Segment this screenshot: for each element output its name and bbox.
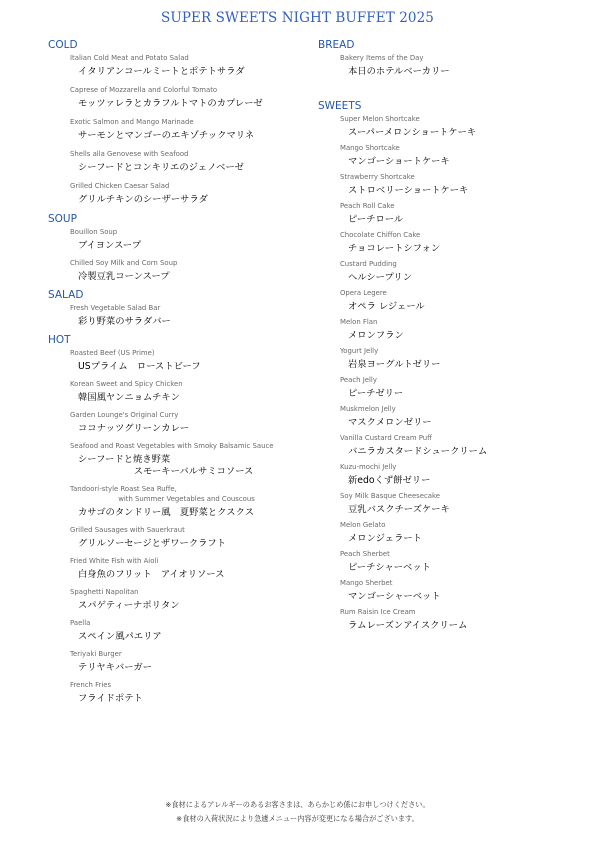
- menu-item: [340, 578, 588, 603]
- menu-item-japanese-name: 冷製豆乳コーンスープ: [78, 271, 170, 282]
- menu-item: [70, 227, 318, 252]
- menu-item-japanese-name: USプライム ローストビーフ: [78, 361, 201, 372]
- menu-item-japanese-name: シーフードとコンキリエのジェノベーゼ: [78, 162, 244, 173]
- menu-item: [340, 53, 588, 78]
- menu-item: [70, 303, 318, 328]
- menu-item-japanese-name: ピーチロール: [348, 214, 404, 225]
- menu-item-english-name: Strawberry Shortcake: [340, 173, 415, 181]
- menu-item-english-name: Peach Roll Cake: [340, 202, 395, 210]
- menu-item-english-name: Fried White Fish with Aioli: [70, 557, 159, 565]
- menu-item: [340, 607, 588, 632]
- menu-item-japanese-name: グリルチキンのシーザーサラダ: [78, 194, 208, 205]
- menu-item-japanese-name: マンゴーショートケーキ: [348, 156, 450, 167]
- menu-item-japanese-name: マスクメロンゼリー: [348, 417, 432, 428]
- menu-item: [340, 143, 588, 168]
- menu-item: [340, 201, 588, 226]
- section-heading: SWEETS: [318, 100, 362, 112]
- menu-item: [340, 346, 588, 371]
- menu-item-japanese-name: フライドポテト: [78, 693, 143, 704]
- menu-item-japanese-name: 白身魚のフリット アイオリソース: [78, 569, 225, 580]
- menu-item-english-name: Grilled Sausages with Sauerkraut: [70, 526, 185, 534]
- section-heading: COLD: [48, 39, 78, 51]
- menu-item: [70, 441, 318, 478]
- menu-item: [70, 53, 318, 78]
- menu-item-english-name: Korean Sweet and Spicy Chicken: [70, 380, 183, 388]
- menu-section-hot: [48, 334, 318, 705]
- menu-item-english-name: Mango Sherbet: [340, 579, 393, 587]
- menu-item-japanese-name: イタリアンコールミートとポテトサラダ: [78, 66, 245, 77]
- menu-item-japanese-name: メロンジェラート: [348, 533, 422, 544]
- menu-item: [340, 375, 588, 400]
- menu-item-english-name: Melon Flan: [340, 318, 378, 326]
- menu-item-english-name: Spaghetti Napolitan: [70, 588, 139, 596]
- menu-item-english-name: Paella: [70, 619, 91, 627]
- menu-item: [70, 258, 318, 283]
- menu-item: [70, 348, 318, 373]
- menu-item: [70, 556, 318, 581]
- right-column: [318, 39, 588, 636]
- menu-item: [340, 520, 588, 545]
- menu-item-japanese-name: チョコレートシフォン: [348, 243, 441, 254]
- menu-item-english-name: Bakery Items of the Day: [340, 54, 424, 62]
- menu-item-english-name: Grilled Chicken Caesar Salad: [70, 182, 170, 190]
- section-heading: SALAD: [48, 289, 84, 301]
- menu-item-japanese-name: マンゴーシャーベット: [348, 591, 441, 602]
- menu-item-japanese-name: シーフードと焼き野菜 スモーキーバルサミコソース: [78, 454, 254, 477]
- menu-item-japanese-name: オペラ レジェール: [348, 301, 425, 312]
- menu-item-english-name: Custard Pudding: [340, 260, 397, 268]
- availability-note: ※食材の入荷状況により急遽メニュー内容が変更になる場合がございます。: [176, 814, 419, 823]
- menu-item-japanese-name: グリルソーセージとザワークラフト: [78, 538, 227, 549]
- menu-item-japanese-name: ピーチゼリー: [348, 388, 404, 399]
- menu-section-cold: [48, 39, 318, 206]
- menu-item-japanese-name: スパゲティーナポリタン: [78, 600, 180, 611]
- menu-item-english-name: Seafood and Roast Vegetables with Smoky Balsamic Sauce: [70, 442, 274, 450]
- footer-notes: [0, 798, 595, 826]
- menu-section-salad: [48, 289, 318, 328]
- menu-item-english-name: Mango Shortcake: [340, 144, 400, 152]
- menu-item: [70, 181, 318, 206]
- section-heading: HOT: [48, 334, 71, 346]
- menu-item: [340, 317, 588, 342]
- menu-item-japanese-name: ストロベリーショートケーキ: [348, 185, 469, 196]
- menu-item-japanese-name: ピーチシャーベット: [348, 562, 431, 573]
- menu-item: [340, 433, 588, 458]
- allergy-note: ※食材によるアレルギーのあるお客さまは、あらかじめ係にお申しつけください。: [165, 800, 430, 809]
- menu-item: [70, 680, 318, 705]
- menu-item: [70, 587, 318, 612]
- menu-item-english-name: Bouillon Soup: [70, 228, 118, 236]
- menu-item-english-name: Yogurt Jelly: [340, 347, 379, 355]
- menu-item: [340, 172, 588, 197]
- menu-item-english-name: Caprese of Mozzarella and Colorful Tomato: [70, 86, 218, 94]
- menu-item-japanese-name: スペイン風パエリア: [78, 631, 162, 642]
- menu-item-japanese-name: バニラカスタードシュークリーム: [348, 446, 488, 457]
- menu-item: [70, 525, 318, 550]
- menu-item-japanese-name: ラムレーズンアイスクリーム: [348, 620, 468, 631]
- menu-item-japanese-name: 新edoくず餅ゼリー: [348, 475, 431, 486]
- menu-item-english-name: Teriyaki Burger: [70, 650, 122, 658]
- menu-item-japanese-name: ブイヨンスープ: [78, 240, 142, 251]
- menu-item-english-name: French Fries: [70, 681, 112, 689]
- menu-item-japanese-name: 韓国風ヤンニョムチキン: [78, 392, 180, 403]
- menu-item: [340, 549, 588, 574]
- menu-item-japanese-name: ココナッツグリーンカレー: [78, 423, 190, 434]
- menu-item: [70, 85, 318, 110]
- menu-item-english-name: Melon Gelato: [340, 521, 386, 529]
- left-column: [48, 39, 318, 711]
- menu-item-english-name: Chocolate Chiffon Cake: [340, 231, 421, 239]
- menu-item-english-name: Garden Lounge's Original Curry: [70, 411, 179, 419]
- menu-item-japanese-name: スーパーメロンショートケーキ: [348, 127, 477, 138]
- menu-item-english-name: Fresh Vegetable Salad Bar: [70, 304, 161, 312]
- menu-title: SUPER SWEETS NIGHT BUFFET 2025: [161, 10, 434, 26]
- menu-item-japanese-name: カサゴのタンドリー風 夏野菜とクスクス: [78, 507, 255, 518]
- menu-section-soup: [48, 213, 318, 283]
- menu-item-english-name: Italian Cold Meat and Potato Salad: [70, 54, 189, 62]
- menu-item: [70, 379, 318, 404]
- menu-item: [340, 462, 588, 487]
- menu-item-english-name: Shells alla Genovese with Seafood: [70, 150, 189, 158]
- menu-item-japanese-name: メロンフラン: [348, 330, 404, 341]
- menu-item-japanese-name: テリヤキバーガー: [78, 662, 153, 673]
- menu-item: [70, 649, 318, 674]
- menu-item-english-name: Vanilla Custard Cream Puff: [340, 434, 432, 442]
- section-heading: BREAD: [318, 39, 355, 51]
- menu-item-english-name: Muskmelon Jelly: [340, 405, 396, 413]
- menu-item: [340, 288, 588, 313]
- menu-item: [340, 259, 588, 284]
- menu-item: [340, 230, 588, 255]
- menu-section-sweets: [318, 100, 588, 632]
- menu-item-japanese-name: 彩り野菜のサラダバー: [78, 316, 171, 327]
- menu-item-english-name: Super Melon Shortcake: [340, 115, 420, 123]
- menu-section-bread: [318, 39, 588, 78]
- menu-item-japanese-name: 本日のホテルベーカリー: [348, 66, 450, 77]
- menu-item-english-name: Tandoori-style Roast Sea Ruffe, with Summer Vegetables and Couscous: [70, 485, 255, 503]
- section-heading: SOUP: [48, 213, 77, 225]
- menu-item-japanese-name: サーモンとマンゴーのエキゾチックマリネ: [78, 130, 255, 141]
- menu-item-english-name: Peach Sherbet: [340, 550, 390, 558]
- menu-item-english-name: Chilled Soy Milk and Corn Soup: [70, 259, 178, 267]
- menu-item: [70, 149, 318, 174]
- menu-item-english-name: Soy Milk Basque Cheesecake: [340, 492, 441, 500]
- menu-item: [70, 618, 318, 643]
- menu-item: [70, 117, 318, 142]
- menu-item-english-name: Exotic Salmon and Mango Marinade: [70, 118, 194, 126]
- menu-item: [70, 484, 318, 519]
- menu-item-english-name: Roasted Beef (US Prime): [70, 349, 155, 357]
- menu-item-english-name: Rum Raisin Ice Cream: [340, 608, 416, 616]
- menu-item: [70, 410, 318, 435]
- menu-item: [340, 491, 588, 516]
- menu-item-japanese-name: モッツァレラとカラフルトマトのカプレーゼ: [78, 98, 263, 109]
- menu-item-japanese-name: ヘルシープリン: [348, 272, 413, 283]
- menu-item-english-name: Opera Legere: [340, 289, 387, 297]
- menu-item-japanese-name: 岩泉ヨーグルトゼリー: [348, 359, 441, 370]
- menu-item-english-name: Peach Jelly: [340, 376, 377, 384]
- menu-item-japanese-name: 豆乳バスクチーズケーキ: [348, 504, 450, 515]
- menu-item: [340, 404, 588, 429]
- menu-item-english-name: Kuzu-mochi Jelly: [340, 463, 397, 471]
- menu-item: [340, 114, 588, 139]
